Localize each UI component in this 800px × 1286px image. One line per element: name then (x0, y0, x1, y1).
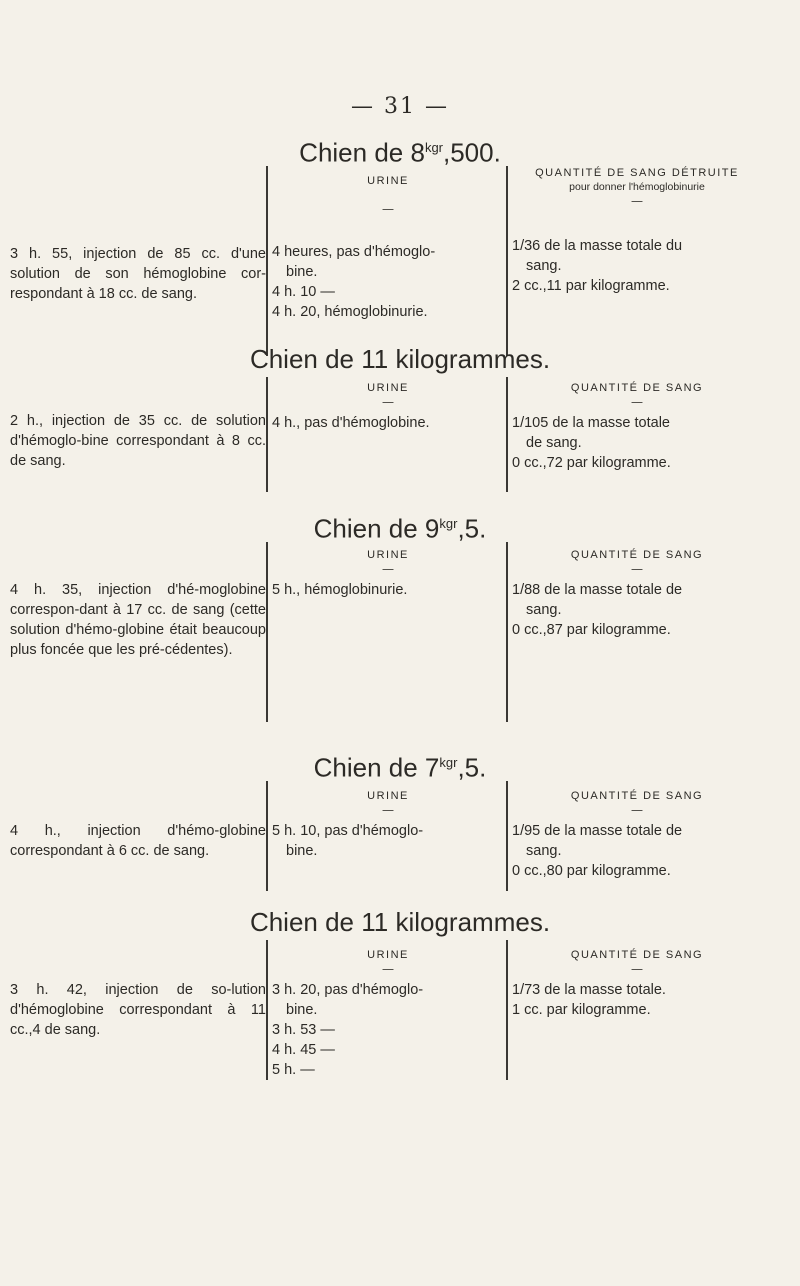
blood-line: 0 cc.,87 par kilogramme. (512, 622, 671, 638)
procedure-text: 4 h., injection d'hémo-globine correspondant à 6 cc. de sang. (10, 823, 266, 859)
procedure-text: 2 h., injection de 35 cc. de solution d'hémoglo-bine correspondant à 8 cc. de sang. (10, 413, 266, 469)
urine-header: URINE (367, 790, 409, 802)
urine-line: 5 h. — (272, 1062, 315, 1078)
urine-line: bine. (286, 843, 318, 859)
column-rule (266, 781, 268, 891)
column-rule (266, 377, 268, 492)
urine-line: 4 h. 45 — (272, 1042, 335, 1058)
column-rule (506, 166, 508, 356)
urine-header: URINE (367, 175, 409, 187)
experiment-section (0, 904, 800, 1080)
section-title (0, 745, 800, 781)
title-after: ,5. (457, 513, 487, 544)
urine-line: 4 heures, pas d'hémoglo- (272, 244, 436, 260)
title-text: Chien de 11 kilogrammes. (249, 907, 551, 937)
title-sup: kgr (439, 516, 458, 531)
title-sup: kgr (439, 755, 458, 770)
section-title (0, 904, 800, 940)
urine-line: 3 h. 20, pas d'hémoglo- (272, 982, 424, 998)
urine-column (272, 789, 504, 861)
header-dash: — (631, 562, 643, 576)
column-rule (266, 940, 268, 1080)
header-dash: — (631, 962, 643, 976)
blood-column (512, 548, 762, 640)
procedure-text: 3 h. 55, injection de 85 cc. d'une solution de son hémoglobine cor-respondant à 18 cc. de sang. (10, 246, 266, 302)
blood-line: 1/88 de la masse totale de (512, 582, 683, 598)
urine-header: URINE (367, 949, 409, 961)
blood-column (512, 166, 762, 296)
blood-header: QUANTITÉ DE SANG (570, 549, 704, 561)
urine-line: 5 h., hémoglobinurie. (272, 582, 408, 598)
blood-line: de sang. (526, 435, 582, 451)
urine-line: 4 h. 20, hémoglobinurie. (272, 304, 428, 320)
header-dash: — (382, 562, 394, 576)
title-text: Chien de 11 kilogrammes. (249, 344, 551, 374)
header-dash: — (382, 962, 394, 976)
blood-column (512, 381, 762, 473)
column-rule (506, 542, 508, 722)
urine-column (272, 548, 504, 600)
column-rule (506, 781, 508, 891)
urine-line: bine. (286, 1002, 318, 1018)
header-dash: — (382, 202, 394, 216)
blood-line: sang. (526, 258, 562, 274)
urine-header: URINE (367, 549, 409, 561)
urine-line: bine. (286, 264, 318, 280)
urine-line: 3 h. 53 — (272, 1022, 335, 1038)
column-rule (506, 940, 508, 1080)
urine-line: 4 h. 10 — (272, 284, 335, 300)
blood-line: 1/95 de la masse totale de (512, 823, 683, 839)
procedure-text: 3 h. 42, injection de so-lution d'hémoglobine correspondant à 11 cc.,4 de sang. (10, 982, 266, 1038)
column-rule (266, 166, 268, 356)
blood-line: 2 cc.,11 par kilogramme. (512, 278, 670, 294)
title-sup: kgr (424, 140, 443, 155)
experiment-section (0, 341, 800, 492)
header-dash: — (382, 395, 394, 409)
title-text: Chien de 7 (313, 752, 440, 783)
section-title (0, 341, 800, 377)
blood-line: 1/36 de la masse totale du (512, 238, 683, 254)
title-text: Chien de 8 (299, 137, 425, 168)
header-dash: — (631, 194, 643, 208)
blood-line: sang. (526, 602, 562, 618)
page-number: — 31 — (351, 94, 449, 119)
title-text: Chien de 9 (313, 513, 440, 544)
blood-header: QUANTITÉ DE SANG (570, 790, 704, 802)
title-after: ,500. (443, 137, 501, 168)
urine-header: URINE (367, 382, 409, 394)
experiment-section (0, 506, 800, 722)
urine-line: 4 h., pas d'hémoglobine. (272, 415, 430, 431)
experiment-section (0, 745, 800, 891)
blood-line: 1 cc. par kilogramme. (512, 1002, 651, 1018)
experiment-section (0, 130, 800, 356)
urine-line: 5 h. 10, pas d'hémoglo- (272, 823, 424, 839)
blood-line: sang. (526, 843, 562, 859)
blood-header: QUANTITÉ DE SANG (570, 949, 704, 961)
section-title (0, 130, 800, 166)
procedure-text: 4 h. 35, injection d'hé-moglobine correspon-dant à 17 cc. de sang (cette solution d'hémo-globine était beaucoup plus foncée que les pré-cédentes). (10, 582, 266, 658)
column-rule (506, 377, 508, 492)
urine-column (272, 174, 504, 322)
blood-column (512, 789, 762, 881)
urine-column (272, 948, 504, 1080)
section-title (0, 506, 800, 542)
blood-line: 1/73 de la masse totale. (512, 982, 666, 998)
blood-column (512, 948, 762, 1020)
column-rule (266, 542, 268, 722)
blood-line: 0 cc.,72 par kilogramme. (512, 455, 671, 471)
urine-column (272, 381, 504, 433)
blood-subheader: pour donner l'hémoglobinurie (569, 181, 705, 193)
blood-line: 0 cc.,80 par kilogramme. (512, 863, 671, 879)
header-dash: — (631, 803, 643, 817)
blood-header: QUANTITÉ DE SANG (570, 382, 704, 394)
header-dash: — (631, 395, 643, 409)
blood-header: QUANTITÉ DE SANG DÉTRUITE (535, 167, 739, 179)
header-dash: — (382, 803, 394, 817)
blood-line: 1/105 de la masse totale (512, 415, 670, 431)
title-after: ,5. (457, 752, 487, 783)
